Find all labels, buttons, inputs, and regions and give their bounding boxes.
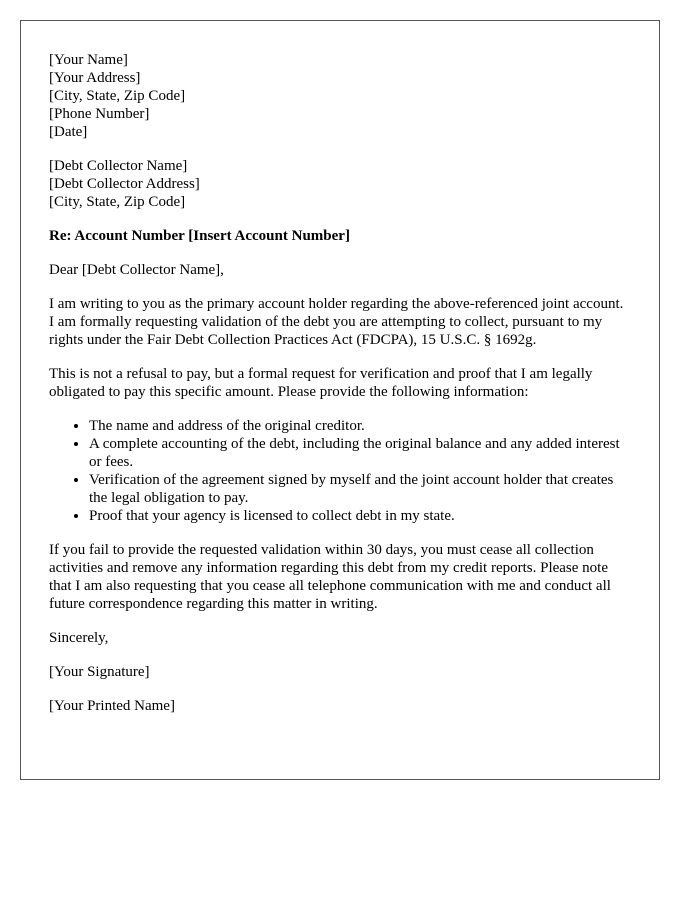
recipient-block (49, 157, 631, 211)
sender-name: [Your Name] (49, 52, 128, 68)
recipient-city-state-zip: [City, State, Zip Code] (49, 194, 186, 210)
sender-block (49, 51, 631, 141)
list-item: • A complete accounting of the debt, including the original balance and any added interest or fees. (89, 435, 631, 471)
sender-phone: [Phone Number] (49, 106, 150, 122)
closing: Sincerely, (49, 630, 109, 646)
recipient-name: [Debt Collector Name] (49, 158, 188, 174)
subject-line: Re: Account Number [Insert Account Number] (49, 228, 350, 244)
signature: [Your Signature] (49, 664, 150, 680)
sender-address: [Your Address] (49, 70, 141, 86)
cease-paragraph: If you fail to provide the requested validation within 30 days, you must cease all collection activities and remove any information regarding this debt from my credit reports. Please note that I am also requesting that you cease all telephone communication with me and conduct all future correspondence regarding this matter in writing. (49, 542, 611, 612)
recipient-address: [Debt Collector Address] (49, 176, 200, 192)
salutation: Dear [Debt Collector Name], (49, 262, 224, 278)
list-item: • The name and address of the original creditor. (89, 417, 631, 435)
request-paragraph: This is not a refusal to pay, but a formal request for verification and proof that I am legally obligated to pay this specific amount. Please provide the following information: (49, 366, 593, 400)
sender-city-state-zip: [City, State, Zip Code] (49, 88, 186, 104)
list-item: • Proof that your agency is licensed to collect debt in my state. (89, 507, 631, 525)
letter-page (20, 20, 660, 780)
printed-name: [Your Printed Name] (49, 698, 175, 714)
intro-paragraph: I am writing to you as the primary account holder regarding the above-referenced joint account. I am formally requesting validation of the debt you are attempting to collect, pursuant to my rights under the Fair Debt Collection Practices Act (FDCPA), 15 U.S.C. § 1692g. (49, 296, 624, 348)
requested-items-list (49, 417, 631, 525)
list-item: • Verification of the agreement signed by myself and the joint account holder that creates the legal obligation to pay. (89, 471, 631, 507)
letter-date: [Date] (49, 124, 88, 140)
